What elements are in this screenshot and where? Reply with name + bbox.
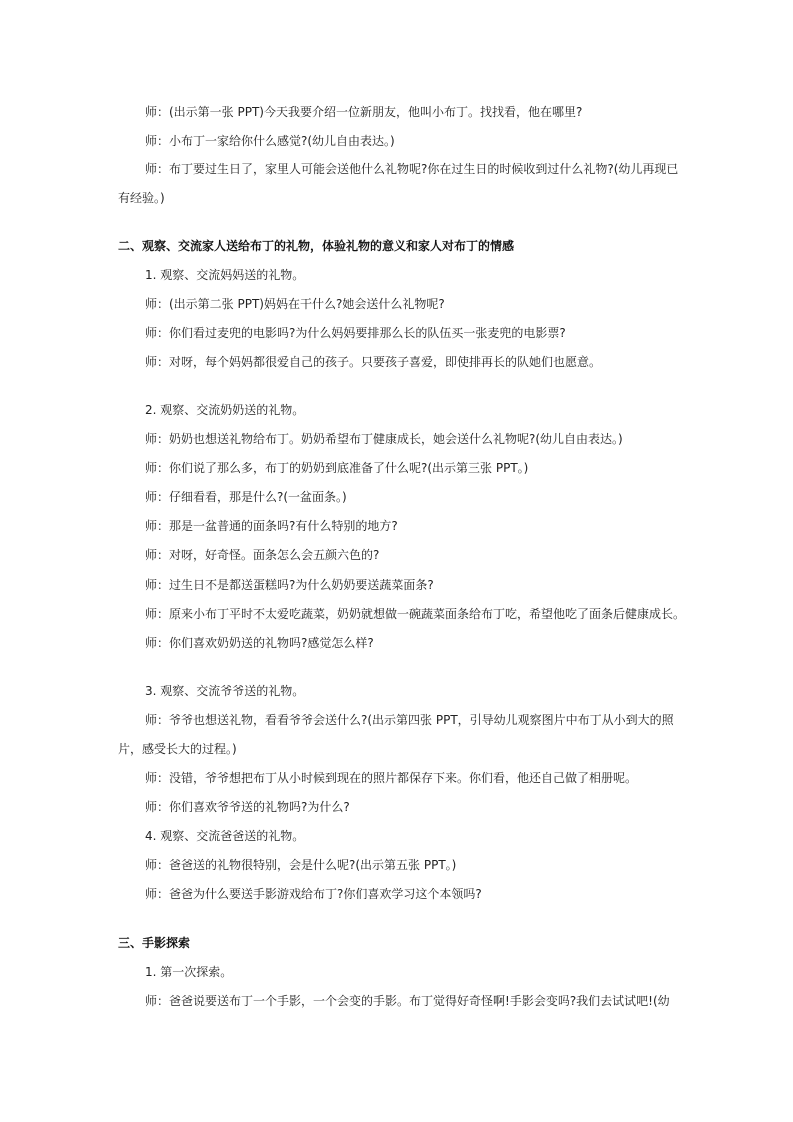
paragraph-line: 师：爷爷也想送礼物，看看爷爷会送什么?(出示第四张 PPT，引导幼儿观察图片中布丁从小到大的照 xyxy=(145,713,674,727)
subsection-heading: 1. 第一次探索。 xyxy=(145,965,233,979)
paragraph-line: 师：原来小布丁平时不太爱吃蔬菜，奶奶就想做一碗蔬菜面条给布丁吃，希望他吃了面条后健康成长。 xyxy=(145,607,686,621)
paragraph-line: 师：(出示第一张 PPT)今天我要介绍一位新朋友，他叫小布丁。找找看，他在哪里? xyxy=(145,105,583,119)
paragraph-line: 师：你们说了那么多，布丁的奶奶到底准备了什么呢?(出示第三张 PPT。) xyxy=(145,461,529,475)
section-heading: 三、手影探索 xyxy=(118,936,191,950)
paragraph-line: 师：你们看过麦兜的电影吗?为什么妈妈要排那么长的队伍买一张麦兜的电影票? xyxy=(145,326,566,340)
paragraph-line: 师：对呀，好奇怪。面条怎么会五颜六色的? xyxy=(145,548,380,562)
paragraph-line: 师：仔细看看，那是什么?(一盆面条。) xyxy=(145,490,347,504)
paragraph-line: 片，感受长大的过程。) xyxy=(118,742,237,756)
paragraph-line: 师：爸爸为什么要送手影游戏给布丁?你们喜欢学习这个本领吗? xyxy=(145,887,482,901)
paragraph-line: 师：爸爸送的礼物很特别，会是什么呢?(出示第五张 PPT。) xyxy=(145,858,457,872)
paragraph-line: 师：爸爸说要送布丁一个手影，一个会变的手影。布丁觉得好奇怪啊!手影会变吗?我们去试试吧!(幼 xyxy=(145,994,670,1008)
section-heading: 二、观察、交流家人送给布丁的礼物，体验礼物的意义和家人对布丁的情感 xyxy=(118,239,515,253)
paragraph-line: 师：奶奶也想送礼物给布丁。奶奶希望布丁健康成长，她会送什么礼物呢?(幼儿自由表达。) xyxy=(145,432,623,446)
paragraph-line: 师：布丁要过生日了，家里人可能会送他什么礼物呢?你在过生日的时候收到过什么礼物?(幼儿再现已 xyxy=(145,162,679,176)
paragraph-line: 师：对呀，每个妈妈都很爱自己的孩子。只要孩子喜爱，即使排再长的队她们也愿意。 xyxy=(145,355,602,369)
subsection-heading: 4. 观察、交流爸爸送的礼物。 xyxy=(145,829,305,843)
paragraph-line: 有经验。) xyxy=(118,191,165,205)
paragraph-line: 师：那是一盆普通的面条吗?有什么特别的地方? xyxy=(145,519,398,533)
paragraph-line: 师：你们喜欢奶奶送的礼物吗?感觉怎么样? xyxy=(145,636,374,650)
subsection-heading: 1. 观察、交流妈妈送的礼物。 xyxy=(145,268,305,282)
paragraph-line: 师：没错，爷爷想把布丁从小时候到现在的照片都保存下来。你们看，他还自己做了相册呢。 xyxy=(145,771,638,785)
subsection-heading: 3. 观察、交流爷爷送的礼物。 xyxy=(145,684,305,698)
subsection-heading: 2. 观察、交流奶奶送的礼物。 xyxy=(145,403,305,417)
paragraph-line: 师：过生日不是都送蛋糕吗?为什么奶奶要送蔬菜面条? xyxy=(145,578,434,592)
paragraph-line: 师：(出示第二张 PPT)妈妈在干什么?她会送什么礼物呢? xyxy=(145,297,445,311)
paragraph-line: 师：你们喜欢爷爷送的礼物吗?为什么? xyxy=(145,800,350,814)
paragraph-line: 师：小布丁一家给你什么感觉?(幼儿自由表达。) xyxy=(145,134,395,148)
